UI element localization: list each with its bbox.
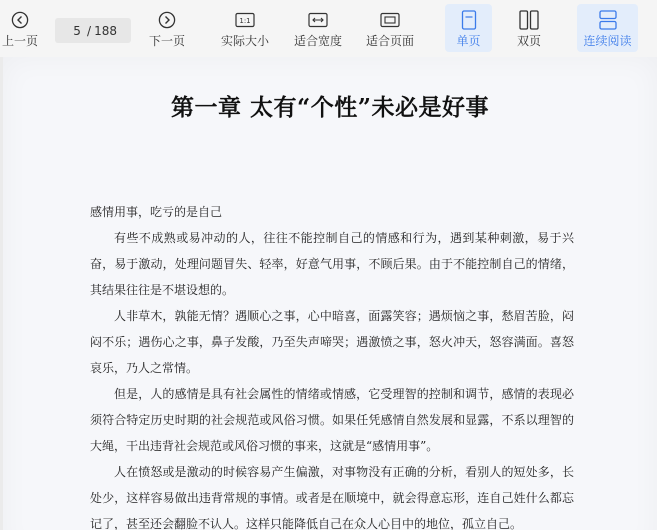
prev-page-button[interactable]	[0, 4, 40, 52]
next-page-label: 下一页	[148, 33, 185, 48]
paragraph: 人在愤怒或是激动的时候容易产生偏激，对事物没有正确的分析，看别人的短处多，长处少，这样容易做出违背常规的事情。或者是在顺境中，就会得意忘形，连自己姓什么都忘记了，甚至还会翻脸不认人。这样只能降低自己在众人心目中的地位，孤立自己。	[90, 465, 574, 530]
paragraph: 人非草木，孰能无情？遇顺心之事，心中暗喜，面露笑容；遇烦恼之事，愁眉苦脸，闷闷不乐；遇伤心之事，鼻子发酸，乃至失声啼哭；遇激愤之事，怒火冲天，怒容满面。喜怒哀乐，乃人之常情。	[90, 309, 574, 375]
paragraph: 但是，人的感情是具有社会属性的情绪或情感，它受理智的控制和调节，感情的表现必须符合特定历史时期的社会规范或风俗习惯。如果任凭感情自然发展和显露，不系以理智的大绳，干出违背社会规范或风俗习惯的事来，这就是“感情用事”。	[90, 387, 574, 453]
page-indicator	[55, 18, 131, 43]
chevron-left-circle-icon	[11, 9, 29, 31]
single-page-button[interactable]	[445, 4, 492, 52]
fit-width-button[interactable]	[290, 4, 346, 52]
actual-size-button[interactable]	[218, 4, 272, 52]
fit-page-icon	[380, 9, 400, 31]
fit-width-label: 适合宽度	[293, 33, 342, 48]
page-separator: /	[87, 23, 92, 38]
continuous-reading-button[interactable]	[577, 4, 638, 52]
fit-page-button[interactable]	[362, 4, 418, 52]
single-page-icon	[461, 9, 477, 31]
chevron-right-circle-icon	[158, 9, 176, 31]
paragraph: 有些不成熟或易冲动的人，往往不能控制自己的情感和行为，遇到某种刺激，易于兴奋，易于激动，处理问题冒失、轻率，好意气用事，不顾后果。由于不能控制自己的情绪，其结果往往是不堪设想的。	[90, 231, 574, 297]
reader-toolbar	[0, 0, 657, 57]
double-page-button[interactable]	[508, 4, 550, 52]
page-body	[90, 199, 574, 530]
next-page-button[interactable]	[145, 4, 189, 52]
single-page-label: 单页	[456, 33, 481, 48]
total-pages: 188	[94, 23, 117, 38]
actual-size-icon-text: 1:1	[239, 16, 251, 25]
fit-width-icon	[308, 9, 328, 31]
actual-size-icon	[235, 9, 255, 31]
chapter-title: 第一章 太有“个性”未必是好事	[171, 94, 489, 121]
double-page-label: 双页	[516, 33, 541, 48]
section-heading: 感情用事，吃亏的是自己	[90, 205, 223, 219]
prev-page-label: 上一页	[1, 33, 38, 48]
page-number-input[interactable]	[69, 24, 85, 38]
fit-page-label: 适合页面	[365, 33, 414, 48]
document-viewport[interactable]	[0, 57, 657, 530]
double-page-icon	[519, 9, 539, 31]
continuous-reading-label: 连续阅读	[583, 33, 632, 48]
document-page	[3, 57, 657, 530]
continuous-icon	[598, 9, 618, 31]
actual-size-label: 实际大小	[220, 33, 269, 48]
